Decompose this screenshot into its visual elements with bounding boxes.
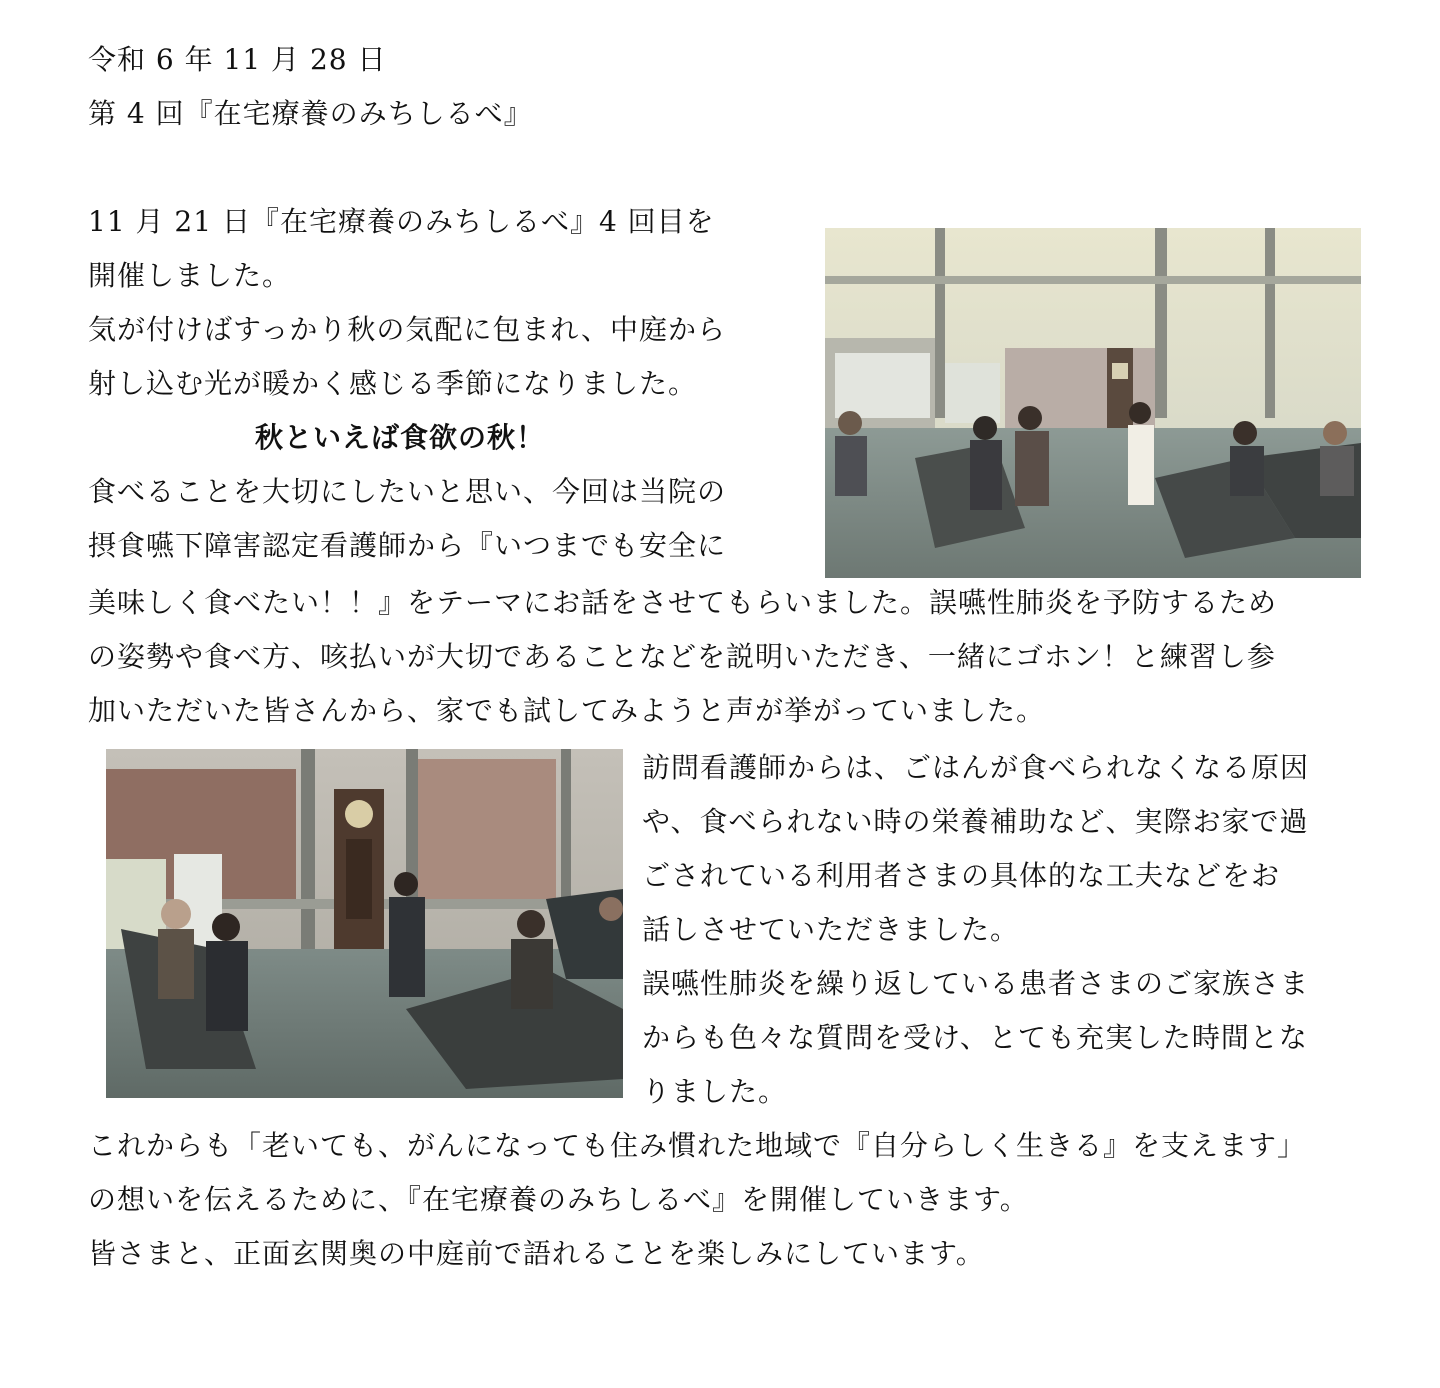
body-line: 摂食嚥下障害認定看護師から『いつまでも安全に (88, 529, 727, 562)
emphasis-line: 秋といえば食欲の秋！ (255, 421, 546, 454)
body-line: からも色々な質問を受け、とても充実した時間とな (642, 1021, 1308, 1054)
document-date: 令和 6 年 11 月 28 日 (88, 43, 387, 76)
body-line: 誤嚥性肺炎を繰り返している患者さまのご家族さま (642, 967, 1310, 1000)
document-title: 第 4 回『在宅療養のみちしるべ』 (88, 97, 533, 130)
body-line: 食べることを大切にしたいと思い、今回は当院の (88, 475, 727, 508)
body-line: 開催しました。 (88, 259, 292, 292)
body-line: 皆さまと、正面玄関奥の中庭前で語れることを楽しみにしています。 (88, 1237, 985, 1270)
body-line: の姿勢や食べ方、咳払いが大切であることなどを説明いただき、一緒にゴホン！と練習し参 (88, 640, 1276, 673)
body-line: これからも「老いても、がんになっても住み慣れた地域で『自分らしく生きる』を支えます」 (88, 1129, 1307, 1162)
seminar-photo-2-image (106, 749, 623, 1098)
body-line: の想いを伝えるために、『在宅療養のみちしるべ』を開催していきます。 (88, 1183, 1029, 1216)
seminar-photo-1 (825, 228, 1361, 578)
body-line: 射し込む光が暖かく感じる季節になりました。 (88, 367, 698, 400)
body-line: 11 月 21 日『在宅療養のみちしるべ』4 回目を (88, 205, 715, 238)
body-line: 美味しく食べたい！！』をテーマにお話をさせてもらいました。誤嚥性肺炎を予防するため (88, 586, 1278, 619)
seminar-photo-2 (106, 749, 623, 1098)
body-line: りました。 (642, 1075, 788, 1108)
body-line: 加いただいた皆さんから、家でも試してみようと声が挙がっていました。 (88, 694, 1046, 727)
body-line: 訪問看護師からは、ごはんが食べられなくなる原因 (642, 751, 1310, 784)
body-line: や、食べられない時の栄養補助など、実際お家で過 (642, 805, 1309, 838)
seminar-photo-1-image (825, 228, 1361, 578)
body-line: 話しさせていただきました。 (642, 913, 1020, 946)
body-line: ごされている利用者さまの具体的な工夫などをお (642, 859, 1281, 892)
body-line: 気が付けばすっかり秋の気配に包まれ、中庭から (88, 313, 727, 346)
